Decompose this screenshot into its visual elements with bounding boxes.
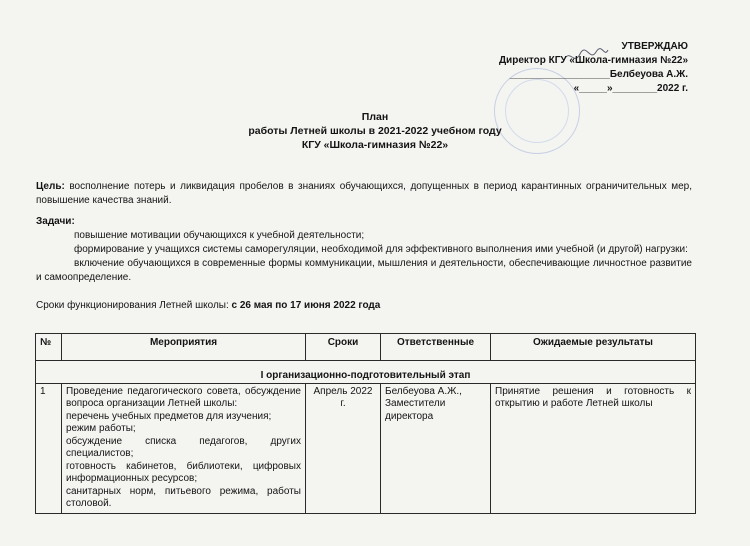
plan-table: [35, 333, 696, 514]
approval-block: [499, 40, 688, 96]
row-responsible: Белбеуова А.Ж., Заместители директора: [381, 383, 491, 513]
period-value: с 26 мая по 17 июня 2022 года: [231, 300, 381, 311]
row-activity: [62, 383, 306, 513]
col-header-activity: Мероприятия: [62, 334, 306, 361]
tasks-block: [36, 215, 692, 285]
goal-text: восполнение потерь и ликвидация пробелов в знаниях обучающихся, допущенных в период карантинных ограничительных мер, повышение качества знаний.: [36, 181, 692, 206]
task-item-2: формирование у учащихся системы саморегуляции, необходимой для эффективного выполнения ими учебной (и другой) нагрузки:: [74, 244, 688, 255]
row-term: Апрель 2022 г.: [306, 383, 381, 513]
activity-line-6: санитарных норм, питьевого режима, работы столовой.: [66, 485, 301, 509]
task-item-1: повышение мотивации обучающихся к учебной деятельности;: [74, 230, 365, 241]
activity-line-1: Проведение педагогического совета, обсуждение вопроса организации Летней школы:: [66, 385, 301, 409]
col-header-result: Ожидаемые результаты: [491, 334, 696, 361]
title-line-2: работы Летней школы в 2021-2022 учебном году: [248, 125, 502, 137]
table-row: [36, 383, 696, 513]
row-num: 1: [36, 383, 62, 513]
row-result: Принятие решения и готовность к открытию и работе Летней школы: [491, 383, 696, 513]
activity-line-4: обсуждение списка педагогов, других специалистов;: [66, 435, 301, 459]
approval-name: __________________Белбеуова А.Ж.: [509, 69, 688, 80]
stage-row: [36, 361, 696, 384]
col-header-term: Сроки: [306, 334, 381, 361]
activity-line-2: перечень учебных предметов для изучения;: [66, 410, 272, 422]
period-label: Сроки функционирования Летней школы:: [36, 300, 229, 311]
col-header-responsible: Ответственные: [381, 334, 491, 361]
title-line-3: КГУ «Школа-гимназия №22»: [301, 139, 449, 151]
task-item-3: включение обучающихся в современные формы коммуникации, мышления и деятельности, обеспечивающие личностное развитие и самоопределение.: [36, 258, 692, 283]
approval-position: Директор КГУ «Школа-гимназия №22»: [498, 55, 688, 66]
activity-line-5: готовность кабинетов, библиотеки, цифровых информационных ресурсов;: [66, 460, 301, 484]
col-header-num: №: [36, 334, 62, 361]
goal-label: Цель:: [36, 181, 65, 192]
period-line: [36, 299, 692, 313]
approval-date: «_____»________2022 г.: [573, 83, 688, 94]
document-title: [0, 110, 750, 152]
table-header-row: [36, 334, 696, 361]
title-line-1: План: [361, 111, 389, 123]
stage-title: I организационно-подготовительный этап: [36, 361, 696, 384]
activity-line-3: режим работы;: [66, 423, 136, 434]
goal-paragraph: [36, 180, 692, 208]
tasks-label: Задачи:: [36, 216, 75, 227]
approval-title: УТВЕРЖДАЮ: [621, 41, 688, 52]
